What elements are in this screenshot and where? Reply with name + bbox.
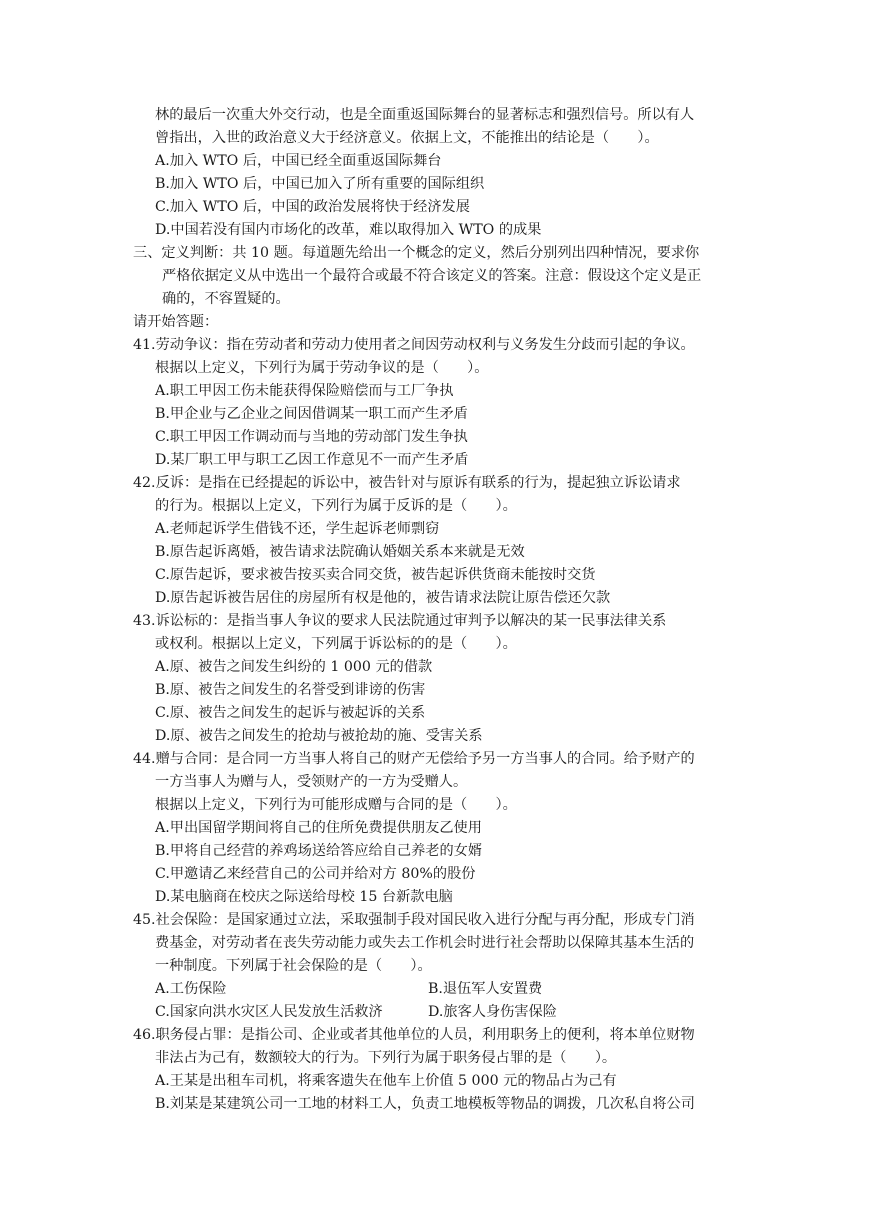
option-line: D.原告起诉被告居住的房屋所有权是他的，被告请求法院让原告偿还欠款 — [155, 590, 611, 606]
text-line: 根据以上定义，下列行为可能形成赠与合同的是（ ）。 — [155, 797, 517, 813]
text-line: 的行为。根据以上定义，下列行为属于反诉的是（ ）。 — [155, 498, 517, 514]
option-line: A.老师起诉学生借钱不还，学生起诉老师剽窃 — [155, 521, 440, 537]
option-line: B.原、被告之间发生的名誉受到诽谤的伤害 — [155, 682, 426, 698]
option-line: B.加入 WTO 后，中国已加入了所有重要的国际组织 — [155, 176, 485, 192]
option-line: A.职工甲因工伤未能获得保险赔偿而与工厂争执 — [155, 383, 454, 399]
question-line: 43.诉讼标的：是指当事人争议的要求人民法院通过审判予以解决的某一民事法律关系 — [133, 613, 667, 629]
option-line: C.甲邀请乙来经营自己的公司并给对方 80%的股份 — [155, 866, 476, 882]
option-line: A.原、被告之间发生纠纷的 1 000 元的借款 — [155, 659, 433, 675]
option-line: A.工伤保险 — [155, 981, 227, 997]
option-line: D.原、被告之间发生的抢劫与被抢劫的施、受害关系 — [155, 728, 483, 744]
question-line: 45.社会保险：是国家通过立法，采取强制手段对国民收入进行分配与再分配，形成专门消 — [133, 912, 695, 928]
option-line: A.王某是出租车司机，将乘客遗失在他车上价值 5 000 元的物品占为己有 — [155, 1073, 617, 1089]
option-line: B.甲将自己经营的养鸡场送给答应给自己养老的女婿 — [155, 843, 483, 859]
text-line: 或权利。根据以上定义，下列属于诉讼标的的是（ ）。 — [155, 636, 517, 652]
option-line: A.甲出国留学期间将自己的住所免费提供朋友乙使用 — [155, 820, 482, 836]
text-line: 林的最后一次重大外交行动，也是全面重返国际舞台的显著标志和强烈信号。所以有人 — [155, 107, 695, 123]
text-line: 确的，不容置疑的。 — [162, 291, 290, 307]
option-line: B.刘某是某建筑公司一工地的材料工人，负责工地模板等物品的调拨，几次私自将公司 — [155, 1096, 695, 1112]
option-line: C.原告起诉，要求被告按买卖合同交货，被告起诉供货商未能按时交货 — [155, 567, 596, 583]
text-line: 一种制度。下列属于社会保险的是（ ）。 — [155, 958, 432, 974]
option-line: C.原、被告之间发生的起诉与被起诉的关系 — [155, 705, 426, 721]
text-line: 费基金，对劳动者在丧失劳动能力或失去工作机会时进行社会帮助以保障其基本生活的 — [155, 935, 695, 951]
option-line: B.甲企业与乙企业之间因借调某一职工而产生矛盾 — [155, 406, 468, 422]
option-line: B.原告起诉离婚，被告请求法院确认婚姻关系本来就是无效 — [155, 544, 525, 560]
text-line: 非法占为己有，数额较大的行为。下列行为属于职务侵占罪的是（ ）。 — [155, 1050, 617, 1066]
option-line: D.某电脑商在校庆之际送给母校 15 台新款电脑 — [155, 889, 453, 905]
text-line: 曾指出，入世的政治意义大于经济意义。依据上文，不能推出的结论是（ ）。 — [155, 130, 659, 146]
question-line: 41.劳动争议：指在劳动者和劳动力使用者之间因劳动权利与义务发生分歧而引起的争议。 — [133, 337, 695, 353]
question-line: 44.赠与合同：是合同一方当事人将自己的财产无偿给予另一方当事人的合同。给予财产的 — [133, 751, 695, 767]
question-line: 42.反诉：是指在已经提起的诉讼中，被告针对与原诉有联系的行为，提起独立诉讼请求 — [133, 475, 681, 491]
option-line: D.中国若没有国内市场化的改革，难以取得加入 WTO 的成果 — [155, 222, 542, 238]
text-line: 根据以上定义，下列行为属于劳动争议的是（ ）。 — [155, 360, 489, 376]
option-line: A.加入 WTO 后，中国已经全面重返国际舞台 — [155, 153, 442, 169]
section-heading: 三、定义判断：共 10 题。每道题先给出一个概念的定义，然后分别列出四种情况，要求你 — [133, 245, 700, 261]
text-line: 严格依据定义从中选出一个最符合或最不符合该定义的答案。注意：假设这个定义是正 — [162, 268, 702, 284]
option-line: C.国家向洪水灾区人民发放生活救济 — [155, 1004, 383, 1020]
option-line: C.职工甲因工作调动而与当地的劳动部门发生争执 — [155, 429, 468, 445]
option-line: D.旅客人身伤害保险 — [428, 1004, 557, 1020]
option-line: D.某厂职工甲与职工乙因工作意见不一而产生矛盾 — [155, 452, 469, 468]
text-line: 一方当事人为赠与人，受领财产的一方为受赠人。 — [155, 774, 468, 790]
option-line: C.加入 WTO 后，中国的政治发展将快于经济发展 — [155, 199, 470, 215]
option-line: B.退伍军人安置费 — [428, 981, 543, 997]
question-line: 46.职务侵占罪：是指公司、企业或者其他单位的人员，利用职务上的便利，将本单位财物 — [133, 1027, 695, 1043]
text-line: 请开始答题： — [133, 314, 219, 330]
